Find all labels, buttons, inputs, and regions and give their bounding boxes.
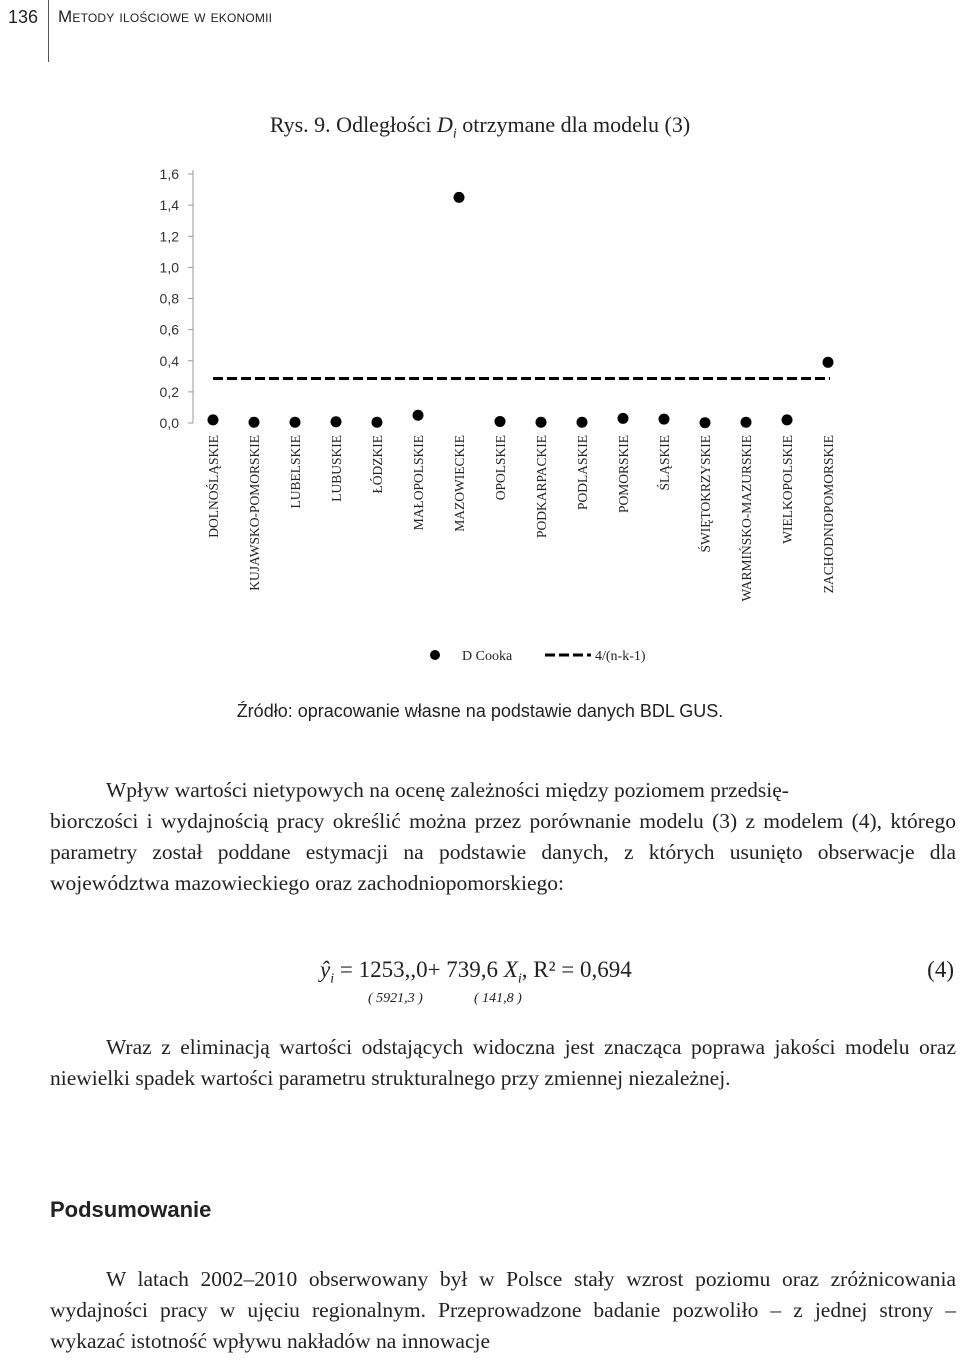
cooks-point xyxy=(331,416,342,427)
category-label: PODLASKIE xyxy=(575,435,590,511)
category-label: ŚWIĘTOKRZYSKIE xyxy=(698,435,713,553)
paragraph-summary: W latach 2002–2010 obserwowany był w Polsce stały wzrost poziomu oraz zróżnicowania wydajności pracy w ujęciu regionalnym. Przeprowadzone badanie pozwoliło – z jednej strony – wykazać istotność wpływu nakładów na innowacje xyxy=(50,1267,956,1353)
category-label: ZACHODNIOPOMORSKIE xyxy=(821,435,836,594)
y-tick-label: 1,4 xyxy=(159,197,179,214)
equation-body: $ŷ_i = 1253,,0+ 739,6$ $X_i$, R² = 0,694 xyxy=(320,957,632,987)
category-label: WARMIŃSKO-MAZURSKIE xyxy=(739,435,754,602)
category-label: POMORSKIE xyxy=(616,435,631,514)
paragraph-elimination: Wraz z eliminacją wartości odstających widoczna jest znacząca poprawa jakości modelu oraz niewielki spadek wartości parametru strukturalnego przy zmiennej niezależnej. xyxy=(50,1035,956,1090)
y-tick-label: 0,0 xyxy=(159,415,179,431)
category-label: ŁÓDZKIE xyxy=(370,435,385,494)
y-tick-label: 0,2 xyxy=(159,383,179,400)
legend-label-threshold: 4/(n-k-1) xyxy=(595,649,646,664)
caption-prefix: Rys. 9. Odległości xyxy=(269,112,432,137)
figure-caption xyxy=(0,112,960,142)
paragraph-body: biorczości i wydajnością pracy określić można przez porównanie modelu (3) z modelem (4), którego parametry został poddane estymacji na podstawie danych, z których usunięto obserwacje dla województwa mazowieckiego oraz zachodniopomorskiego: xyxy=(50,809,956,895)
cooks-point xyxy=(536,417,547,428)
y-tick-label: 1,6 xyxy=(159,166,179,182)
category-label: LUBELSKIE xyxy=(288,435,303,509)
cooks-point xyxy=(454,192,465,203)
equation-number: (4) xyxy=(927,957,954,982)
cooks-point xyxy=(495,416,506,427)
cooks-point xyxy=(782,414,793,425)
category-label: KUJAWSKO-POMORSKIE xyxy=(247,435,262,591)
y-tick-label: 0,4 xyxy=(159,352,179,369)
cooks-point xyxy=(413,410,424,421)
header-divider xyxy=(48,0,49,62)
section-heading: Podsumowanie xyxy=(50,1197,212,1222)
cooks-point xyxy=(618,413,629,424)
cooks-point xyxy=(249,417,260,428)
cooks-point xyxy=(659,414,670,425)
page-number: 136 xyxy=(8,7,39,27)
cooks-point xyxy=(700,417,711,428)
category-label: OPOLSKIE xyxy=(493,435,508,501)
category-label: MAZOWIECKIE xyxy=(452,435,467,532)
cooks-distance-chart xyxy=(0,155,960,695)
y-tick-label: 1,0 xyxy=(159,259,179,276)
category-label: DOLNOŚLĄSKIE xyxy=(206,435,221,538)
paragraph-first-line: Wpływ wartości nietypowych na ocenę zależności między poziomem przedsię- xyxy=(106,778,789,802)
cooks-point xyxy=(208,414,219,425)
category-label: WIELKOPOLSKIE xyxy=(780,435,795,544)
cooks-point xyxy=(823,357,834,368)
figure-source: Źródło: opracowanie własne na podstawie danych BDL GUS. xyxy=(236,701,724,721)
legend-label-cooks: D Cooka xyxy=(462,649,513,664)
equation-model-4 xyxy=(0,955,960,1025)
paragraph-outlier-impact xyxy=(50,775,956,899)
cooks-point xyxy=(372,417,383,428)
standard-error-slope: ( 141,8 ) xyxy=(474,991,522,1006)
category-label: ŚLĄSKIE xyxy=(657,435,672,491)
cooks-point xyxy=(577,417,588,428)
category-label: MAŁOPOLSKIE xyxy=(411,435,426,531)
caption-suffix: otrzymane dla modelu (3) xyxy=(462,112,691,137)
page-header xyxy=(0,0,960,65)
standard-error-intercept: ( 5921,3 ) xyxy=(368,991,423,1006)
cooks-point xyxy=(290,417,301,428)
legend-point-marker xyxy=(430,650,440,660)
caption-variable: $D_i$ xyxy=(437,112,457,142)
running-title: Metody ilościowe w ekonomii xyxy=(58,7,273,26)
y-tick-label: 0,8 xyxy=(159,290,179,307)
category-label: LUBUSKIE xyxy=(329,435,344,502)
cooks-point xyxy=(741,417,752,428)
category-label: PODKARPACKIE xyxy=(534,435,549,539)
y-tick-label: 0,6 xyxy=(159,321,179,338)
y-tick-label: 1,2 xyxy=(159,228,179,245)
